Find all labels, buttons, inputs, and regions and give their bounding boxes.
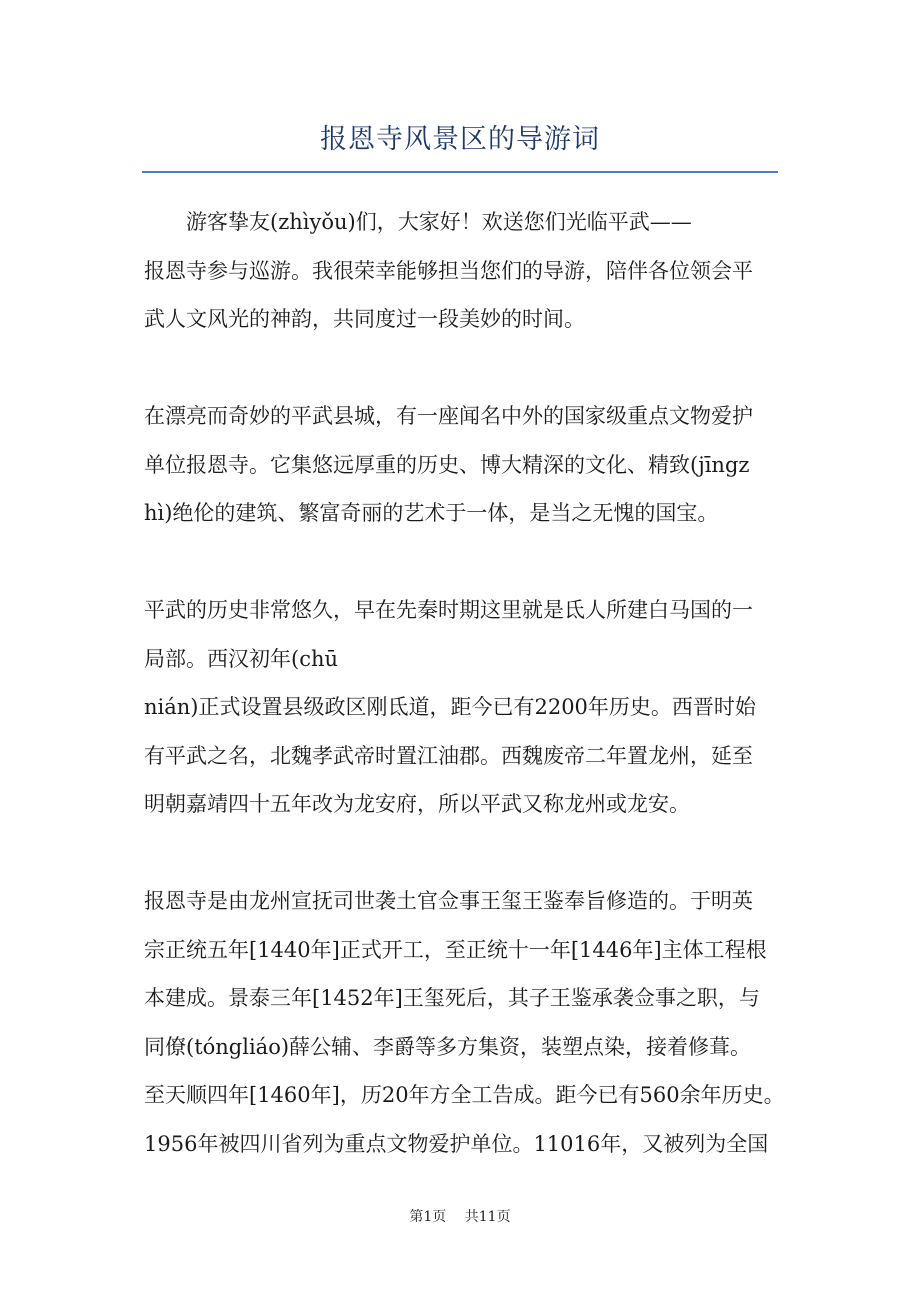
page-number: 第1页 [409,1209,447,1225]
text-line: nián)正式设置县级政区刚氐道，距今已有2200年历史。西晋时始 [144,695,756,719]
text-line: 同僚(tóngliáo)薛公辅、李爵等多方集资，装塑点染，接着修葺。 [144,1034,752,1059]
paragraph-introduction [144,392,780,538]
text-line: 报恩寺是由龙州宣抚司世袭土官佥事王玺王鉴奉旨修造的。于明英 [144,889,753,913]
page-footer [0,1206,920,1226]
paragraph-temple-construction [144,877,785,1168]
paragraph-gap [144,538,780,587]
text-line: 明朝嘉靖四十五年改为龙安府，所以平武又称龙州或龙安。 [144,792,690,816]
page-total: 共11页 [464,1209,511,1225]
text-line: 局部。西汉初年(chū [144,646,339,671]
text-line: hì)绝伦的建筑、繁富奇丽的艺术于一体，是当之无愧的国宝。 [144,501,719,525]
text-line: 宗正统五年[1440年]正式开工，至正统十一年[1446年]主体工程根 [144,937,767,962]
document-title: 报恩寺风景区的导游词 [320,124,600,155]
title-underline [142,171,778,173]
text-line: 武人文风光的神韵，共同度过一段美妙的时间。 [144,307,585,331]
document-body [144,198,785,1168]
text-line: 单位报恩寺。它集悠远厚重的历史、博大精深的文化、精致(jīngz [144,452,750,477]
paragraph-gap [144,344,780,393]
text-line: 至天顺四年[1460年]，历20年方全工告成。距今已有560余年历史。 [144,1083,785,1107]
text-line: 有平武之名，北魏孝武帝时置江油郡。西魏废帝二年置龙州，延至 [144,743,753,768]
text-line: 平武的历史非常悠久，早在先秦时期这里就是氐人所建白马国的一 [144,598,753,622]
paragraph-greeting [144,198,780,344]
text-line: 报恩寺参与巡游。我很荣幸能够担当您们的导游，陪伴各位领会平 [144,258,753,283]
text-line: 游客挚友(zhìyǒu)们，大家好！欢送您们光临平武—— [186,210,692,234]
paragraph-gap [144,829,780,878]
text-line: 在漂亮而奇妙的平武县城，有一座闻名中外的国家级重点文物爱护 [144,404,753,428]
text-line: 1956年被四川省列为重点文物爱护单位。11016年，又被列为全国 [144,1131,769,1156]
text-line: 本建成。景泰三年[1452年]王玺死后，其子王鉴承袭佥事之职，与 [144,986,760,1010]
paragraph-history [144,586,780,829]
